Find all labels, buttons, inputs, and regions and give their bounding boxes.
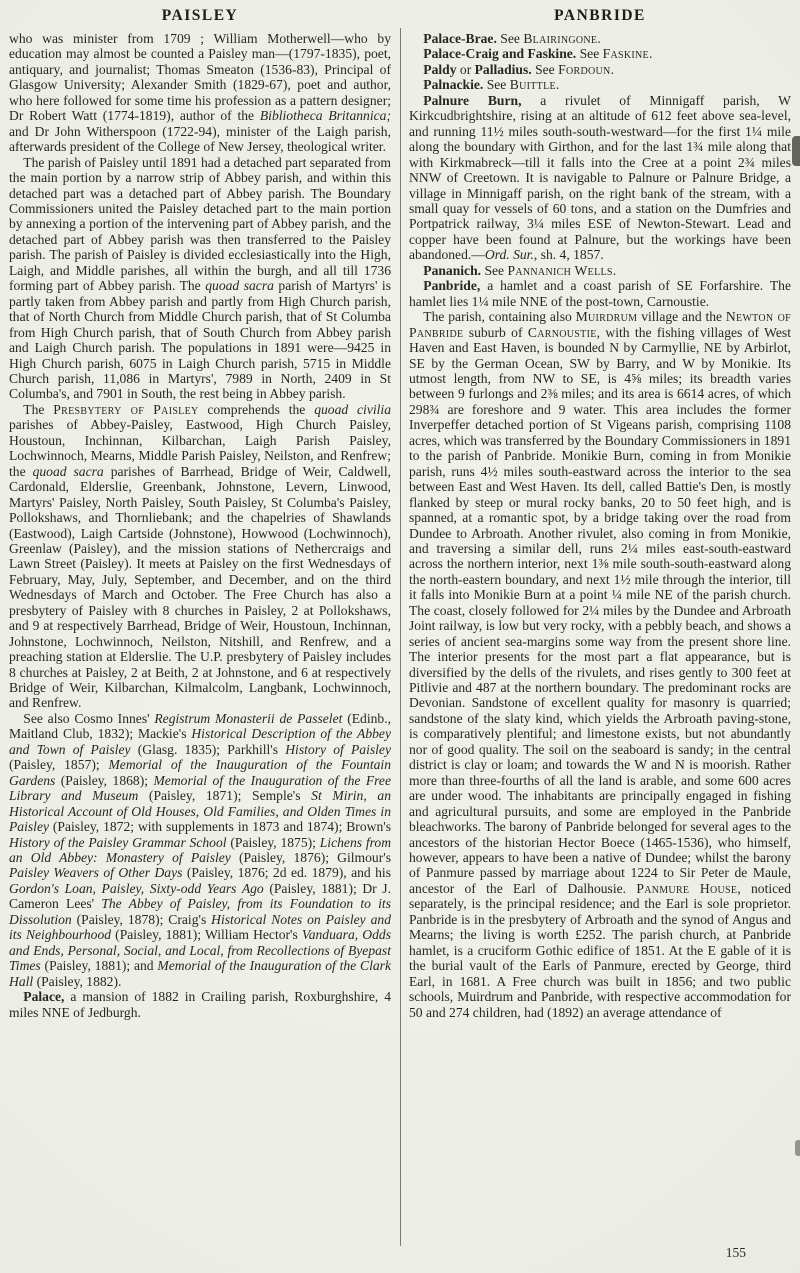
paragraph (9, 155, 391, 402)
text-run: Ord. Sur. (484, 247, 534, 263)
paragraph (409, 77, 791, 92)
text-run: . (612, 262, 617, 278)
text-run: (Paisley, 1875); (226, 834, 320, 850)
text-run: Historical Notes on Paisley and its Neighbourhood (9, 911, 391, 943)
paragraph (9, 31, 391, 155)
text-run: Fordoun (558, 61, 611, 77)
paragraph (409, 309, 791, 1020)
text-run: Paisley Weavers of Other Days (9, 865, 183, 881)
scan-artifact (792, 136, 800, 166)
text-run: Memorial of the Inauguration of the Fountain Gardens (9, 757, 391, 788)
text-run: Registrum Monasterii de Passelet (154, 710, 343, 726)
text-run: Presbytery of Paisley (53, 401, 199, 417)
text-run: Newton of Panbride (409, 309, 791, 340)
text-run: who was minister from 1709 ; William Motherwell—who by education may almost be counted a Paisley man—(1797-1835), poet, antiquary, and journalist; Thomas Smeaton (1536-83), Principal of Glasgow University; Alexander Smith (1829-67), poet and author, who here followed for some time his profession as a pattern designer; Dr Robert Watt (1774-1819), author of the (9, 31, 391, 124)
text-run: parishes of Abbey-Paisley, Eastwood, High Church Paisley, Houstoun, Inchinnan, Kilbarchan, Laigh Parish Paisley, Lochwinnoch, Mearns, Middle Parish Paisley, Neilston, and Renfrew; the (9, 417, 391, 479)
text-run: History of Paisley (285, 741, 391, 757)
text-run: Panbride, (423, 278, 481, 294)
text-run: a hamlet and a coast parish of SE Forfarshire. The hamlet lies 1¼ mile NNE of the post-town, Carnoustie. (409, 278, 791, 309)
text-run: and Dr John Witherspoon (1722-94), minister of the Laigh parish, afterwards president of the College of New Jersey, theological writer. (9, 123, 391, 155)
text-run: , sh. 4, 1857. (533, 247, 604, 263)
text-run: comprehends the (198, 401, 315, 417)
column-divider (400, 28, 401, 1246)
text-run: See (576, 46, 603, 62)
text-run: See (483, 77, 510, 93)
text-run: The (23, 401, 54, 417)
text-run: (Glasg. 1835); Parkhill's (130, 741, 286, 757)
text-run: (Paisley, 1872; with supplements in 1873 and 1874); Brown's (49, 819, 391, 835)
text-run: Memorial of the Inauguration of the Free Library and Museum (9, 772, 391, 804)
text-run: Paldy (423, 61, 457, 77)
text-run: (Paisley, 1868); (55, 772, 154, 788)
page-number: 155 (725, 1245, 746, 1260)
text-run: Faskine (602, 46, 649, 62)
text-run: Bibliotheca Britannica; (259, 108, 391, 124)
text-run: Memorial of the Inauguration of the Clark Hall (9, 958, 391, 989)
text-run: . (555, 77, 560, 93)
paragraph (409, 62, 791, 77)
text-run: quoad civilia (314, 401, 391, 417)
text-run: (Paisley, 1876; 2d ed. 1879), and his (182, 865, 391, 881)
text-run: Pananich. (423, 262, 482, 278)
text-run: See (496, 31, 524, 46)
text-run: village and the (637, 309, 726, 325)
paragraph (409, 93, 791, 263)
text-run: (Paisley, 1881); William Hector's (111, 927, 302, 943)
paragraph (409, 31, 791, 46)
text-run: a mansion of 1882 in Crailing parish, Roxburghshire, 4 miles NNE of Jedburgh. (9, 989, 391, 1020)
text-run: , with the fishing villages of West Haven and East Haven, is bounded N by Carmyllie, NE by Arbirlot, SE by the German Ocean, SW by Barry, and W by Monikie. Its utmost length, from NW to SE, is 4⅝ miles; its breadth varies between 9 furlongs and 2⅜ miles; and its area is 6614 acres, of which 298¾ are foreshore and 9 water. This area includes the former Inverpeffer detached portion of St Vigeans parish, comprising 1108 acres, which was transferred by the Boundary Commissioners in 1891 to the parish of Panbride. Monikie Burn, coming in from Monikie parish, runs 4½ miles south-eastward across the interior to the sea between East and West Haven. Its dell, called Battie's Den, is mostly flanked by steep or mural rocky banks, 20 to 50 feet high, and is spanned, at a romantic spot, by a bridge taking over the road from Dundee to Arbroath. Another rivulet, also coming in from Monikie, and traversing a similar dell, runs 2¼ miles east-south-eastward across the northern interior, next 1⅜ mile south-south-eastward along the north-eastern boundary, and next 1½ mile through the interior, till it falls into Monikie Burn at a point ¼ mile NE of the parish church. The coast, closely followed for 2¼ miles by the Dundee and Arbroath Joint railway, is low but very rocky, with a pebbly beach, and shows a series of ancient sea-margins some way from the present shore line. The interior presents for the most part a flat appearance, but is diversified by the dells of the rivulets, and rises gently to 300 feet at Pitlivie and 487 at the northern boundary. The predominant rocks are Devonian. Sandstone of excellent quality for masonry is quarried; sandstone of the slaty kind, which yields the Arbroath paving-stone, is comparatively plentiful; and limestone exists, but not abundantly nor of good quality. The soil on the seaboard is sandy; in the central district is clay or loam; and towards the W and N is moorish. Rather more than three-fourths of all the land is arable, and some 600 acres are under wood. The inhabitants are principally engaged in fishing and agricultural pursuits, and some are employed in the Panbride bleachworks. The barony of Panbride belonged for several ages to the ancestors of the historian Hector Boece (1465-1536), who himself, however, appears to have been a native of Dundee; whilst the barony of Panmure passed by marriage about 1224 to Sir Peter de Maule, ancestor of the Earl of Dalhousie. (409, 324, 792, 896)
text-run: (Paisley, 1881); Dr J. Cameron Lees' (9, 880, 391, 912)
text-run: See (481, 262, 508, 278)
running-head-right: PANBRIDE (554, 7, 646, 24)
text-run: Palnackie. (423, 77, 484, 93)
text-run: (Paisley, 1871); Semple's (138, 788, 312, 804)
text-run: Gordon's Loan, Paisley, Sixty-odd Years Ago (9, 880, 264, 896)
text-run: suburb of (463, 324, 528, 340)
text-run: (Paisley, 1881); and (40, 958, 158, 974)
scan-artifact (795, 1140, 800, 1156)
text-run: (Paisley, 1857); (9, 757, 109, 773)
text-run: , noticed separately, is the principal residence; and the Earl is sole proprietor. Panbride is in the presbytery of Arbroath and the synod of Angus and Mearns; the living is worth £252. The parish church, at Panbride hamlet, is a cruciform Gothic edifice of 1851. At the E gable of it is the burial vault of the Earls of Panmure, erected by George, third Earl, in 1681. A Free church was built in 1856; and two public schools, Muirdrum and Panbride, with respective accommodation for 50 and 274 children, had (1892) an average attendance of (409, 880, 792, 1020)
text-run: Palace, (23, 989, 65, 1005)
text-run: . (597, 31, 601, 46)
text-run: Palace-Craig and Faskine. (423, 46, 577, 62)
text-run: St Mirin, an Historical Account of Old Houses, Old Families, and Olden Times in Paisley (9, 788, 391, 835)
text-run: . (610, 61, 614, 77)
text-run: (Paisley, 1876); Gilmour's (230, 850, 391, 866)
text-run: Carnoustie (527, 324, 597, 340)
text-run: Palladius. (474, 61, 532, 77)
text-run: See (531, 61, 559, 77)
text-run: a rivulet of Minnigaff parish, W Kirkcudbrightshire, rising at an altitude of 612 feet above sea-level, and running 11½ miles south-south-westward—for the first 1¼ mile along the boundary with Girthon, and for the last 1¾ mile along that with Kirkmabreck—till it falls into the Cree at a point 2¾ miles NNW of Creetown. It is navigable to Palnure or Palnure Bridge, a village in Minnigaff parish, on the right bank of the stream, with a small quay for vessels of 60 tons, and a station on the Dumfries and Portpatrick railway, 3¼ miles ESE of Newton-Stewart. Lead and copper have been found at Palnure, but the workings have been abandoned.— (409, 92, 792, 263)
text-run: quoad sacra (205, 278, 274, 294)
text-run: Palace-Brae. (423, 31, 497, 46)
paragraph (9, 402, 391, 711)
text-run: See also Cosmo Innes' (23, 710, 155, 726)
text-run: or (456, 61, 475, 77)
text-run: Lichens from an Old Abbey: Monastery of Paisley (9, 834, 392, 866)
paragraph (409, 278, 791, 309)
text-run: Panmure House (636, 880, 738, 896)
paragraph (409, 263, 791, 278)
right-column (409, 31, 791, 1020)
text-run: (Paisley, 1878); Craig's (71, 911, 212, 927)
text-run: Pannanich Wells (507, 262, 613, 278)
paragraph (409, 46, 791, 61)
text-run: The parish of Paisley until 1891 had a detached part separated from the main portion by a narrow strip of Abbey parish, and within this detached part was a detached part of Abbey parish. The Boundary Commissioners united the Paisley detached part to the main portion by annexing a portion of the intervening part of Abbey parish, and the detached part of Abbey parish was then transferred to the Paisley parish. The parish of Paisley is divided ecclesiastically into the High, Laigh, and Middle parishes, all within the burgh, and all till 1736 forming part of Abbey parish. The (9, 154, 391, 294)
text-run: History of the Paisley Grammar School (9, 834, 227, 850)
text-run: (Paisley, 1882). (33, 973, 122, 989)
left-column (9, 31, 391, 1020)
paragraph (9, 711, 391, 989)
text-run: (Edinb., Maitland Club, 1832); Mackie's (9, 710, 391, 742)
text-run: The Abbey of Paisley, from its Foundation to its Dissolution (9, 896, 391, 927)
text-run: Muirdrum (575, 309, 638, 325)
text-run: quoad sacra (32, 463, 104, 479)
text-run: Buittle (509, 77, 556, 93)
text-run: The parish, containing also (423, 309, 576, 325)
text-run: Palnure Burn, (423, 92, 522, 108)
running-head-left: PAISLEY (161, 7, 239, 24)
text-run: parishes of Barrhead, Bridge of Weir, Caldwell, Cardonald, Elderslie, Greenbank, Johnstone, Levern, Linwood, Martyrs' Paisley, North Paisley, South Paisley, St Columba's Paisley, Pollokshaws, and Thornliebank; and the chapelries of Shawlands (Eastwood), Laigh Cartside (Johnstone), Howwood (Lochwinnoch), Greenlaw (Paisley), and the mission stations of Nethercraigs and Lawn Street (Paisley). It meets at Paisley on the first Wednesdays of February, May, July, September, and December, and on the third Wednesdays of March and October. The Free Church has also a presbytery of Paisley with 8 churches in Paisley, 2 at Pollokshaws, and 9 at respectively Barrhead, Bridge of Weir, Houstoun, Inchinnan, Johnstone, Lochwinnoch, Neilston, Nitshill, and Renfrew, and a preaching station at Elderslie. The U.P. presbytery of Paisley includes 8 churches at Paisley, 2 at Beith, 2 at Johnstone, and 6 at respectively Bridge of Weir, Kilbarchan, Kilmalcolm, Langbank, Lochwinnoch, and Renfrew. (9, 463, 392, 711)
text-run: parish of Martyrs' is partly taken from Abbey parish and partly from High Church parish, that of North Church from Middle Church parish, that of St Columba from High Church parish, that of South Church from Abbey parish and Laigh Church parish. The populations in 1891 were—9425 in High Church parish, 6075 in Laigh Church parish, 5715 in Middle Church parish, 11,086 in Martyrs', 7989 in North, 2409 in St Columba's, and 7901 in South, the rest being in Abbey parish. (9, 278, 391, 402)
text-run: Blairingone (523, 31, 598, 46)
text-run: . (648, 46, 653, 62)
paragraph (9, 989, 391, 1020)
text-run: Historical Description of the Abbey and Town of Paisley (9, 726, 391, 757)
text-run: Vanduara, Odds and Ends, Personal, Social, and Local, from Recollections of Byepast Times (9, 927, 391, 974)
